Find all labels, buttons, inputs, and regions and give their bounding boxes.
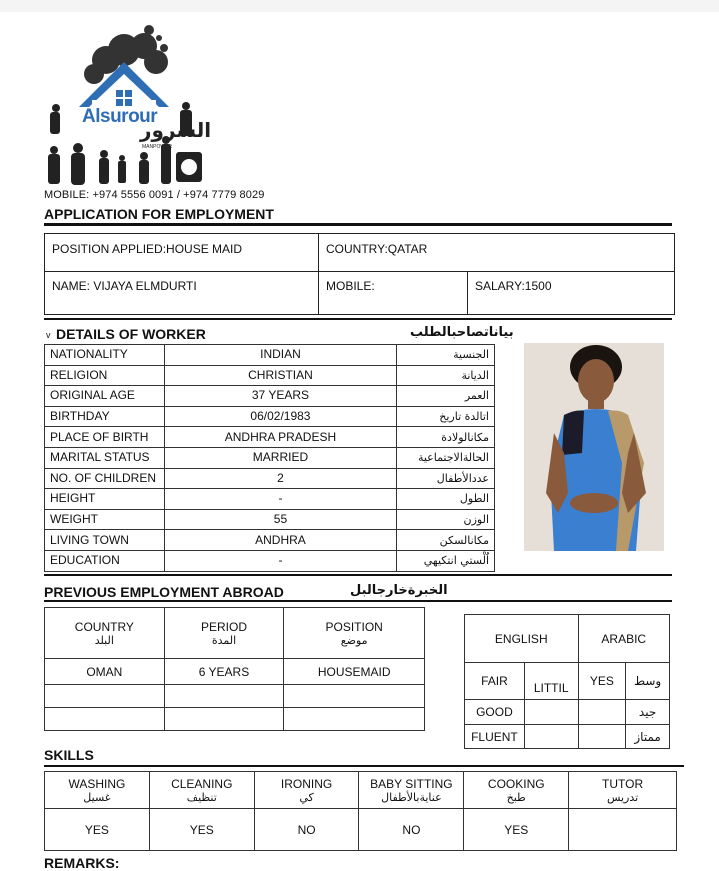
skill-header: WASHING غسيل bbox=[45, 772, 150, 809]
english-header: ENGLISH bbox=[465, 615, 579, 663]
detail-value: - bbox=[164, 489, 396, 510]
details-marker: v bbox=[46, 330, 51, 340]
details-title: DETAILS OF WORKER bbox=[56, 326, 206, 342]
detail-label: ORIGINAL AGE bbox=[45, 386, 165, 407]
detail-label: WEIGHT bbox=[45, 509, 165, 530]
detail-label-ar: العمر bbox=[397, 386, 495, 407]
previous-employment-table bbox=[44, 607, 425, 731]
logo-subtitle: MANPOWER bbox=[142, 144, 172, 150]
detail-label-ar: الجنسية bbox=[397, 345, 495, 366]
detail-value: ANDHRA PRADESH bbox=[164, 427, 396, 448]
mobile-field: MOBILE: bbox=[326, 279, 375, 293]
detail-row bbox=[45, 406, 495, 427]
detail-label: EDUCATION bbox=[45, 550, 165, 571]
detail-value: 06/02/1983 bbox=[164, 406, 396, 427]
detail-row bbox=[45, 489, 495, 510]
arabic-level: YES bbox=[578, 663, 626, 700]
contact-mobile: MOBILE: +974 5556 0091 / +974 7779 8029 bbox=[44, 189, 265, 201]
detail-label: HEIGHT bbox=[45, 489, 165, 510]
company-logo bbox=[44, 22, 214, 190]
top-strip bbox=[0, 0, 719, 12]
detail-row bbox=[45, 386, 495, 407]
applicant-name: NAME: VIJAYA ELMDURTI bbox=[52, 279, 197, 293]
skill-header: COOKING طبخ bbox=[464, 772, 569, 809]
title-rule bbox=[44, 223, 672, 226]
worker-details-table bbox=[44, 344, 495, 572]
detail-label-ar: مكانالسكن bbox=[397, 530, 495, 551]
table-row bbox=[45, 685, 425, 708]
detail-value: 37 YEARS bbox=[164, 386, 396, 407]
skill-header: CLEANING تنظيف bbox=[149, 772, 254, 809]
logo-wordmark: Alsurour bbox=[82, 106, 158, 127]
detail-label: PLACE OF BIRTH bbox=[45, 427, 165, 448]
detail-label-ar: عددالأطفال bbox=[397, 468, 495, 489]
detail-label: NATIONALITY bbox=[45, 345, 165, 366]
previous-title-ar: الخبرةخارجالبل bbox=[350, 583, 448, 598]
detail-label-ar: اتالدة تاريخ bbox=[397, 406, 495, 427]
detail-row bbox=[45, 550, 495, 571]
detail-label: BIRTHDAY bbox=[45, 406, 165, 427]
detail-row bbox=[45, 530, 495, 551]
language-table bbox=[464, 614, 670, 749]
level-fluent-ar: ممتاز bbox=[626, 725, 670, 749]
detail-label-ar: الوزن bbox=[397, 509, 495, 530]
level-fair-ar: وسط bbox=[626, 663, 670, 700]
table-row: OMAN 6 YEARS HOUSEMAID bbox=[45, 659, 425, 685]
skill-header: IRONING كي bbox=[254, 772, 359, 809]
detail-row bbox=[45, 345, 495, 366]
skill-value: YES bbox=[45, 809, 150, 851]
skill-header: BABY SITTING عنايةبالأطفال bbox=[359, 772, 464, 809]
table-row bbox=[45, 708, 425, 731]
logo-arabic-wordmark: السرور bbox=[140, 118, 212, 142]
detail-value: INDIAN bbox=[164, 345, 396, 366]
details-title-ar: بياناتصاحبالطلب bbox=[410, 325, 514, 340]
level-good-ar: جيد bbox=[626, 700, 670, 725]
col-country-header: COUNTRY البلد bbox=[45, 608, 165, 659]
section-rule bbox=[44, 318, 672, 320]
previous-title: PREVIOUS EMPLOYMENT ABROAD bbox=[44, 584, 284, 600]
application-box bbox=[44, 233, 675, 315]
detail-value: 2 bbox=[164, 468, 396, 489]
position-applied: POSITION APPLIED:HOUSE MAID bbox=[52, 242, 243, 256]
skill-value: NO bbox=[254, 809, 359, 851]
skill-header: TUTOR تدريس bbox=[569, 772, 677, 809]
detail-row bbox=[45, 509, 495, 530]
detail-row bbox=[45, 427, 495, 448]
arabic-header: ARABIC bbox=[578, 615, 669, 663]
skill-value: YES bbox=[464, 809, 569, 851]
remarks-label: REMARKS: bbox=[44, 855, 120, 871]
detail-label-ar: الطول bbox=[397, 489, 495, 510]
detail-row bbox=[45, 365, 495, 386]
detail-value: MARRIED bbox=[164, 447, 396, 468]
detail-label-ar: مكانالولادة bbox=[397, 427, 495, 448]
country: COUNTRY:QATAR bbox=[326, 242, 428, 256]
detail-label-ar: الديانة bbox=[397, 365, 495, 386]
skill-value: YES bbox=[149, 809, 254, 851]
detail-value: - bbox=[164, 550, 396, 571]
level-good: GOOD bbox=[465, 700, 525, 725]
detail-value: ANDHRA bbox=[164, 530, 396, 551]
previous-rule-top bbox=[44, 574, 672, 576]
detail-label-ar: اُلْستي انتكيهي bbox=[397, 550, 495, 571]
detail-label-ar: الحالةالاجتماعية bbox=[397, 447, 495, 468]
skill-value bbox=[569, 809, 677, 851]
detail-label: RELIGION bbox=[45, 365, 165, 386]
detail-value: 55 bbox=[164, 509, 396, 530]
detail-row bbox=[45, 447, 495, 468]
skill-value: NO bbox=[359, 809, 464, 851]
english-level: LITTIL bbox=[524, 663, 578, 700]
detail-label: NO. OF CHILDREN bbox=[45, 468, 165, 489]
level-fluent: FLUENT bbox=[465, 725, 525, 749]
skills-rule bbox=[44, 765, 684, 767]
detail-value: CHRISTIAN bbox=[164, 365, 396, 386]
detail-row bbox=[45, 468, 495, 489]
applicant-photo bbox=[524, 343, 664, 551]
level-fair: FAIR bbox=[465, 663, 525, 700]
previous-rule-bottom bbox=[44, 600, 672, 602]
salary: SALARY:1500 bbox=[475, 279, 552, 293]
form-title: APPLICATION FOR EMPLOYMENT bbox=[44, 206, 274, 222]
skills-title: SKILLS bbox=[44, 747, 94, 763]
detail-label: LIVING TOWN bbox=[45, 530, 165, 551]
skills-table bbox=[44, 771, 677, 851]
col-position-header: POSITION موضع bbox=[284, 608, 425, 659]
detail-label: MARITAL STATUS bbox=[45, 447, 165, 468]
col-period-header: PERIOD المدة bbox=[164, 608, 284, 659]
